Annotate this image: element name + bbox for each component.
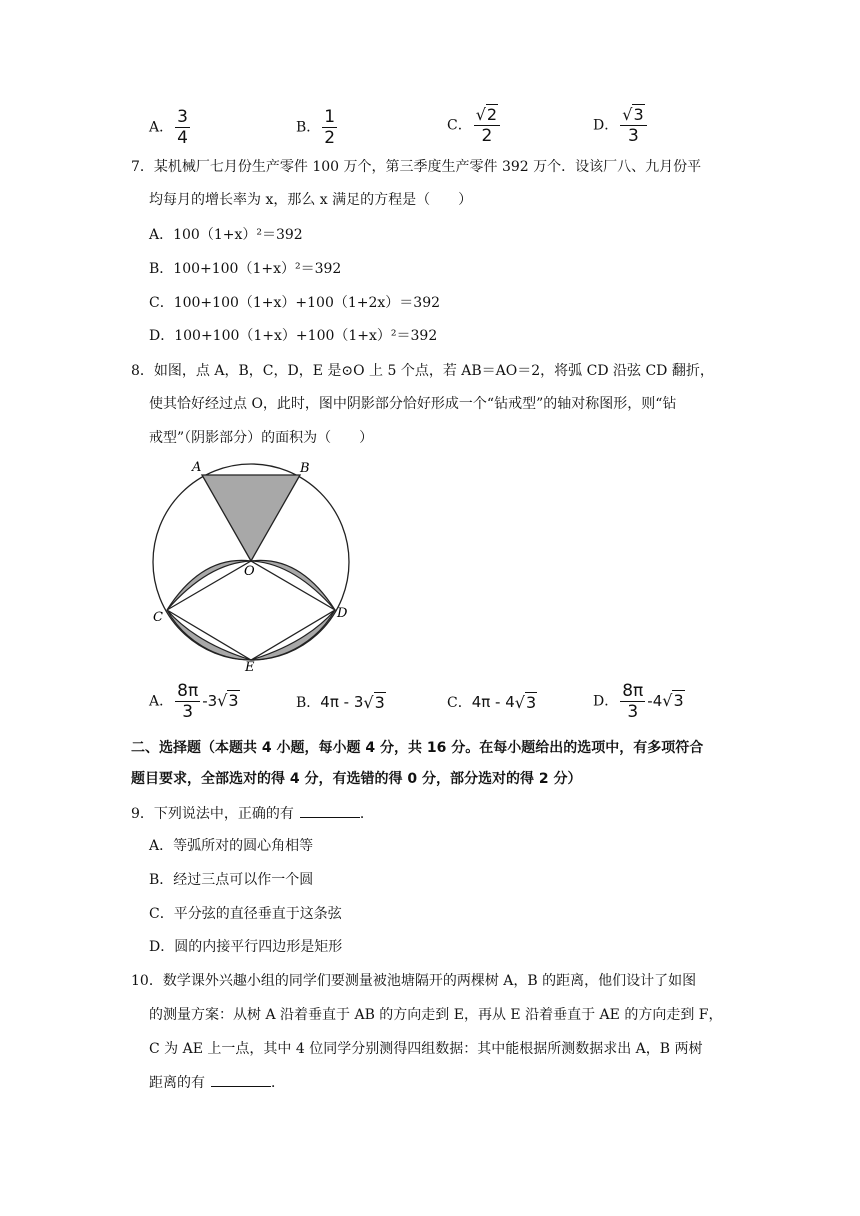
label-o: O — [244, 564, 255, 579]
fraction: $\frac{1}{2}$ — [324, 107, 336, 148]
q8-stem-line3: 戒型”（阴影部分）的面积为（ ） — [149, 430, 374, 446]
q9-option-b: B．经过三点可以作一个圆 — [149, 872, 314, 888]
q10-stem-line2: 的测量方案：从树 A 沿着垂直于 AB 的方向走到 E，再从 E 沿着垂直于 AE 的方向走到 F， — [149, 1007, 723, 1023]
q7-stem-line1: 7．某机械厂七月份生产零件 100 万个，第三季度生产零件 392 万个．设该厂八、九月份平 — [131, 159, 702, 175]
q6-option-b: B． $\frac{1}{2}$ — [296, 107, 336, 148]
q10-stem-line1: 10．数学课外兴趣小组的同学们要测量被池塘隔开的两棵树 A，B 的距离，他们设计了如图 — [131, 973, 697, 989]
q8-option-b: B． 4π - 3 √3 — [296, 692, 385, 712]
fraction: $\frac{8\pi}{3}$ — [177, 681, 199, 722]
q7-option-a: A．100（1+x）²＝392 — [149, 227, 303, 243]
q8-option-a: A． $\frac{8\pi}{3}$ -3 √3 — [149, 681, 239, 722]
fraction: $\frac{√2}{2}$ — [474, 106, 500, 145]
q6-option-c: C． $\frac{√2}{2}$ — [447, 106, 502, 145]
q9-option-d: D．圆的内接平行四边形是矩形 — [149, 939, 343, 955]
label-a: A — [192, 460, 202, 475]
q8-option-c: C． 4π - 4 √3 — [447, 692, 537, 712]
q7-stem-line2: 均每月的增长率为 x，那么 x 满足的方程是（ ） — [149, 192, 473, 208]
label-e: E — [245, 660, 255, 675]
q7-option-d: D．100+100（1+x）+100（1+x）²＝392 — [149, 328, 438, 344]
q10-stem-line3: C 为 AE 上一点，其中 4 位同学分别测得四组数据：其中能根据所测数据求出 A，B 两树 — [149, 1041, 703, 1057]
q8-stem-line1: 8．如图，点 A，B，C，D，E 是⊙O 上 5 个点，若 AB＝AO＝2，将弧 CD 沿弦 CD 翻折， — [131, 363, 714, 379]
q8-stem-line2: 使其恰好经过点 O，此时，图中阴影部分恰好形成一个“钻戒型”的轴对称图形，则“钻 — [149, 396, 677, 412]
label-c: C — [153, 610, 163, 625]
q8-option-d: D． $\frac{8\pi}{3}$ -4 √3 — [593, 681, 684, 722]
answer-blank[interactable] — [300, 803, 360, 818]
section2-heading-line2: 题目要求，全部选对的得 4 分，有选错的得 0 分，部分选对的得 2 分） — [131, 771, 582, 787]
fraction: $\frac{3}{4}$ — [177, 107, 188, 148]
q10-stem-line4: 距离的有 ． — [149, 1072, 285, 1093]
q7-option-c: C．100+100（1+x）+100（1+2x）＝392 — [149, 295, 441, 311]
fraction: $\frac{8\pi}{3}$ — [622, 681, 644, 722]
label-d: D — [337, 606, 348, 621]
q9-option-a: A．等弧所对的圆心角相等 — [149, 838, 314, 854]
section2-heading-line1: 二、选择题（本题共 4 小题，每小题 4 分，共 16 分。在每小题给出的选项中，有多项符合 — [131, 740, 704, 756]
q6-option-d: D． $\frac{√3}{3}$ — [593, 106, 649, 145]
q9-option-c: C．平分弦的直径垂直于这条弦 — [149, 906, 342, 922]
label-b: B — [300, 461, 310, 476]
answer-blank[interactable] — [211, 1072, 271, 1087]
q8-figure — [140, 455, 370, 675]
q6-option-a: A． $\frac{3}{4}$ — [149, 107, 188, 148]
q9-stem: 9．下列说法中，正确的有 ． — [131, 803, 374, 824]
fraction: $\frac{√3}{3}$ — [620, 106, 646, 145]
triangle-abo — [202, 475, 300, 561]
q7-option-b: B．100+100（1+x）²＝392 — [149, 261, 342, 277]
